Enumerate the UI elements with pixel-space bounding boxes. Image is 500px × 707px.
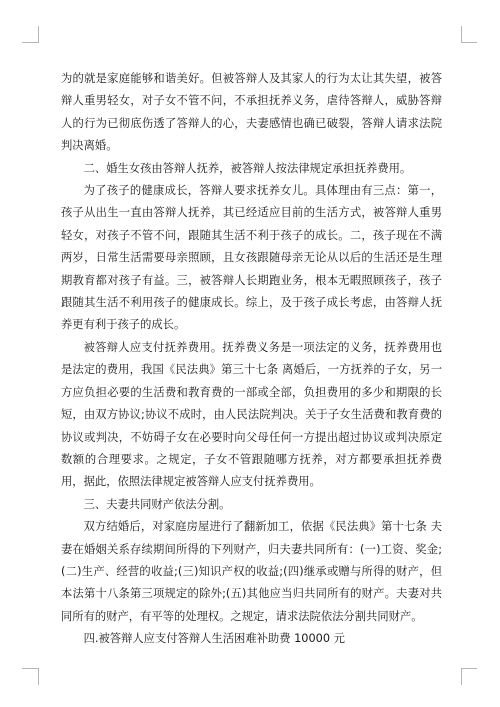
crop-mark-top-right [461,42,477,43]
crop-mark-bottom-right [461,668,477,669]
heading-hardship-allowance: 四.被答辩人应支付答辩人生活困难补助费 10000 元 [83,632,345,646]
paragraph-divorce-reason: 为的就是家庭能够和谐美好。但被答辩人及其家人的行为太让其失望，被答辩人重男轻女，对子女不管不问，不承担抚养义务，虐待答辩人，威胁答辩人的行为已彻底伤透了答辩人的心，夫妻感情也确已破裂，答辩人请求法院判决离婚。 [61,72,442,153]
crop-mark-bottom-left-vertical [38,668,39,685]
heading-child-custody: 二、婚生女孩由答辩人抚养，被答辩人按法律规定承担抚养费用。 [83,161,412,175]
crop-mark-top-left [22,42,38,43]
paragraph-custody-reasons: 为了孩子的健康成长，答辩人要求抚养女儿。具体理由有三点：第一，孩子从出生一直由答辩人抚养，其已经适应目前的生活方式，被答辩人重男轻女，对孩子不管不问，跟随其生活不利于孩子的成长。二，孩子现在不满两岁，日常生活需要母亲照顾，且女孩跟随母亲无论从以后的生活还是生理期教育都对孩子有益。三，被答辩人长期跑业务，根本无暇照顾孩子，孩子跟随其生活不利用孩子的健康成长。综上，及于孩子成长考虑，由答辩人抚养更有利于孩子的成长。 [61,184,442,332]
crop-mark-top-right-vertical [461,26,462,43]
paragraph-property-division: 双方结婚后，对家庭房屋进行了翻新加工，依据《民法典》第十七条 夫妻在婚姻关系存续期间所得的下列财产，归夫妻共同所有：(一)工资、奖金;(二)生产、经营的收益;(三)知识产权的收益;(四)继承或赠与所得的财产，但本法第十八条第三项规定的除外;(五)其他应当归共同所有的财产。夫妻对共同所有的财产，有平等的处理权。之规定，请求法院依法分割共同财产。 [61,520,442,623]
crop-mark-bottom-right-vertical [461,668,462,685]
crop-mark-top-left-vertical [38,26,39,43]
crop-mark-bottom-left [22,668,38,669]
document-body [61,68,442,651]
heading-property-division: 三、夫妻共同财产依法分割。 [83,497,231,511]
paragraph-child-support: 被答辩人应支付抚养费用。抚养费义务是一项法定的义务，抚养费用也是法定的费用，我国《民法典》第三十七条 离婚后，一方抚养的子女，另一方应负担必要的生活费和教育费的一部或全部，负担费用的多少和期限的长短，由双方协议;协议不成时，由人民法院判决。关于子女生活费和教育费的协议或判决，不妨碍子女在必要时向父母任何一方提出超过协议或判决原定数额的合理要求。之规定，子女不管跟随哪方抚养，对方都要承担抚养费用，据此，依照法律规定被答辩人应支付抚养费用。 [61,340,442,489]
